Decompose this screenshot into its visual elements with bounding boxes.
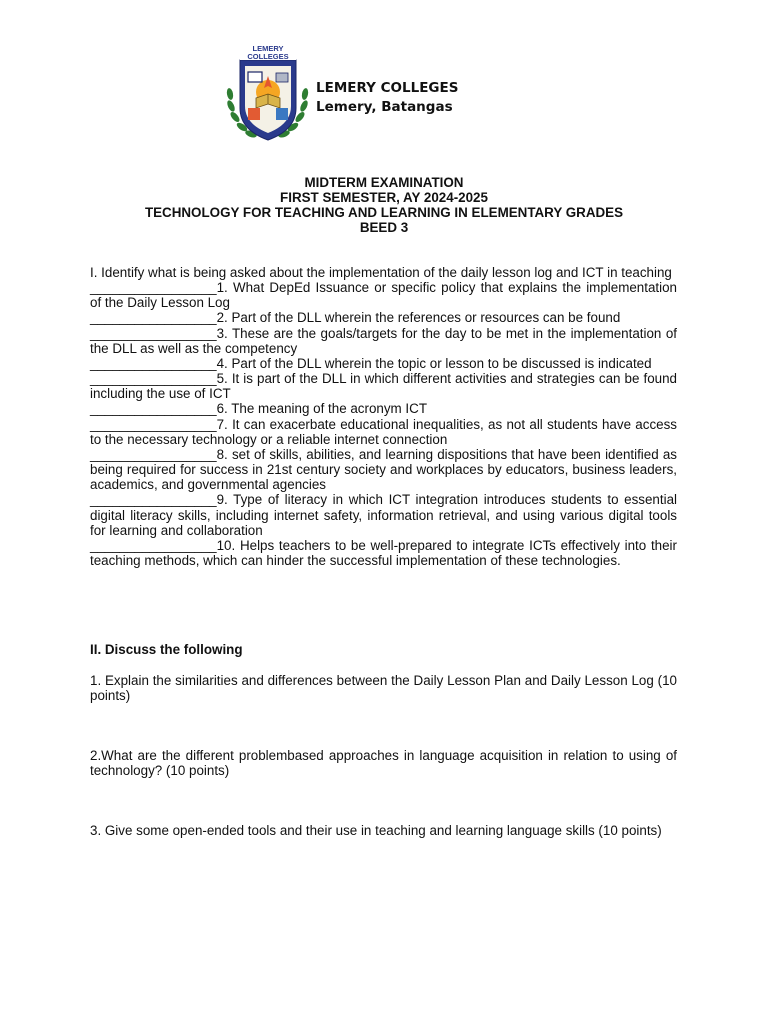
exam-semester: FIRST SEMESTER, AY 2024-2025 [280,190,488,205]
question-text: 8. set of skills, abilities, and learning dispositions that have been identified as being required for success in 21st century society and workplaces by educators, business leaders, academics, and governmental agencies [90,446,677,493]
answer-blank[interactable]: _________________ [90,280,217,296]
answer-blank[interactable]: _________________ [90,537,217,553]
part1-instruction: I. Identify what is being asked about the implementation of the daily lesson log and ICT in teaching [90,265,672,280]
discussion-question-2: 2.What are the different problembased approaches in language acquisition in relation to using of technology? (10 points) [90,748,677,779]
part2-heading: II. Discuss the following [90,642,243,657]
question-item [90,401,677,416]
question-text: 10. Helps teachers to be well-prepared to integrate ICTs effectively into their teaching methods, which can hinder the successful implementation of these technologies. [90,537,677,568]
question-text: 3. These are the goals/targets for the day to be met in the implementation of the DLL as well as the competency [90,325,677,356]
question-item [90,447,677,492]
question-item [90,310,677,325]
question-text: 5. It is part of the DLL in which different activities and strategies can be found including the use of ICT [90,371,677,402]
question-text: 9. Type of literacy in which ICT integration introduces students to essential digital literacy skills, including internet safety, information retrieval, and using various digital tools for learning and collaboration [90,492,677,538]
answer-blank[interactable]: _________________ [90,371,217,387]
question-item [90,280,677,310]
question-item [90,538,677,568]
question-text: 1. What DepEd Issuance or specific policy that explains the implementation of the Daily Lesson Log [90,280,677,311]
exam-class: BEED 3 [359,220,409,235]
question-item [90,417,677,447]
svg-text:LEMERY: LEMERY [252,44,284,53]
answer-blank[interactable]: _________________ [90,355,217,371]
question-item [90,326,677,356]
question-text: 7. It can exacerbate educational inequalities, as not all students have access to the necessary technology or a reliable internet connection [90,416,677,447]
part1-section [90,265,677,568]
discussion-question-3: 3. Give some open-ended tools and their use in teaching and learning language skills (10 points) [90,823,662,838]
question-text: 6. The meaning of the acronym ICT [216,401,427,417]
question-item [90,492,677,537]
exam-subject: TECHNOLOGY FOR TEACHING AND LEARNING IN ELEMENTARY GRADES [144,205,624,220]
svg-text:COLLEGES: COLLEGES [247,52,289,61]
school-heading [316,79,458,117]
question-text: 2. Part of the DLL wherein the references or resources can be found [216,310,621,326]
discussion-question-1: 1. Explain the similarities and differences between the Daily Lesson Plan and Daily Lesson Log (10 points) [90,673,677,704]
school-name: LEMERY COLLEGES [316,80,459,96]
question-item [90,356,677,371]
answer-blank[interactable]: _________________ [90,446,217,462]
answer-blank[interactable]: _________________ [90,416,217,432]
exam-title: MIDTERM EXAMINATION [304,175,464,190]
school-location: Lemery, Batangas [316,99,453,115]
answer-blank[interactable]: _________________ [90,325,217,341]
exam-title-block [90,175,678,235]
lemery-colleges-seal-logo [224,42,312,146]
question-item [90,371,677,401]
question-text: 4. Part of the DLL wherein the topic or lesson to be discussed is indicated [216,355,652,371]
answer-blank[interactable]: _________________ [90,401,217,417]
answer-blank[interactable]: _________________ [90,310,217,326]
answer-blank[interactable]: _________________ [90,492,217,508]
